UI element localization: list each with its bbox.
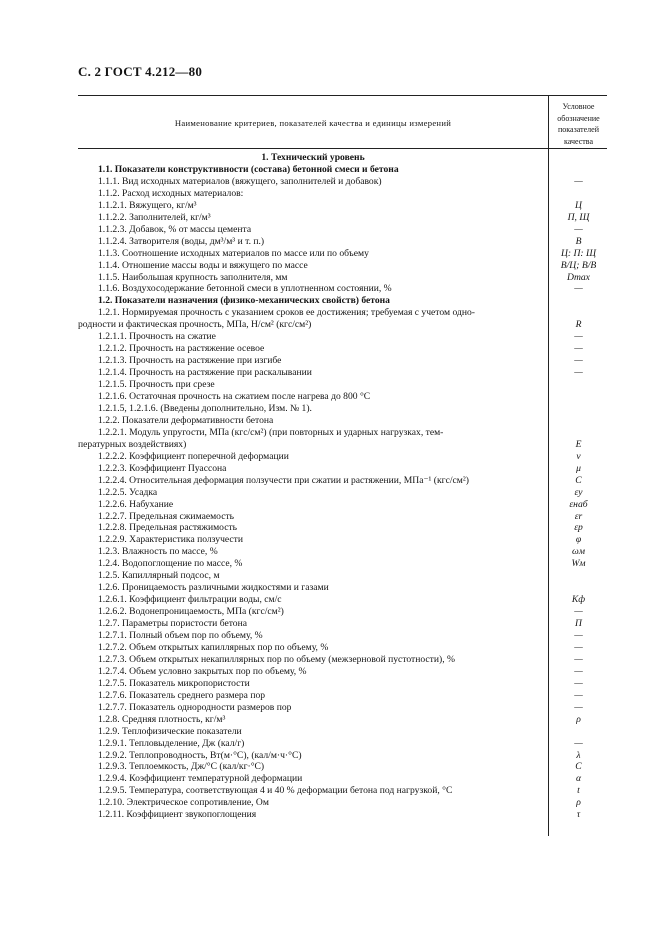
row-symbol: — (574, 223, 583, 235)
row-symbol: — (574, 665, 583, 677)
row-text: 1.2.4. Водопоглощение по массе, % (98, 558, 243, 570)
row-text: 1.2.5. Капиллярный подсос, м (98, 570, 220, 582)
row-symbol: εp (574, 522, 583, 534)
row-text: 1.1.5. Наибольшая крупность заполнителя, мм (98, 271, 288, 283)
row-text: 1.2.6. Проницаемость различными жидкостями и газами (98, 582, 329, 594)
row-text: 1.2.9. Теплофизические показатели (98, 725, 242, 737)
row-symbol: Kф (571, 594, 586, 606)
row-text: 1.2.6.2. Водонепроницаемость, МПа (кгс/см²) (98, 606, 284, 618)
row-text: 1.2.2.1. Модуль упругости, МПа (кгс/см²) (при повторных и ударных нагрузках, тем- (98, 426, 444, 438)
row-text: 1.2.9.2. Теплопроводность, Вт(м·°С), (кал/м·ч·°С) (98, 749, 302, 761)
row-text: 1.2.9.5. Температура, соответствующая 4 и 40 % деформации бетона под нагрузкой, °С (98, 785, 453, 797)
row-symbol: — (574, 175, 583, 187)
row-text: 1.1.4. Отношение массы воды и вяжущего по массе (98, 259, 308, 271)
row-text: 1.2.7.2. Объем открытых капиллярных пор по объему, % (98, 641, 329, 653)
row-symbol: В (575, 235, 582, 247)
row-symbol: — (574, 283, 583, 295)
row-text: 1.1.3. Соотношение исходных материалов по массе или по объему (98, 247, 369, 259)
row-symbol: R (575, 319, 582, 331)
row-symbol: — (574, 606, 583, 618)
row-symbol: Ц (575, 199, 582, 211)
row-text: 1.2.2.5. Усадка (98, 486, 158, 498)
row-text: родности и фактическая прочность, МПа, Н/см² (кгс/см²) (78, 319, 312, 331)
row-text: 1.2.6.1. Коэффициент фильтрации воды, см/с (98, 594, 282, 606)
row-text: 1.1.2.2. Заполнителей, кг/м³ (98, 211, 211, 223)
row-text: 1.2.2.9. Характеристика ползучести (98, 534, 243, 546)
row-symbol: φ (575, 534, 582, 546)
row-text: 1.2.1.5, 1.2.1.6. (Введены дополнительно, Изм. № 1). (98, 402, 312, 414)
row-text: 1.1.2. Расход исходных материалов: (98, 187, 244, 199)
row-symbol: ρ (576, 713, 581, 725)
row-text: 1.2.7.5. Показатель микропористости (98, 677, 250, 689)
row-text: 1.1.2.1. Вяжущего, кг/м³ (98, 199, 197, 211)
row-text: 1.1. Показатели конструктивности (состава) бетонной смеси и бетона (98, 163, 399, 175)
row-text: 1.2.9.1. Тепловыделение, Дж (кал/г) (98, 737, 245, 749)
row-symbol: μ (576, 462, 581, 474)
row-text: 1.2.10. Электрическое сопротивление, Ом (98, 797, 269, 809)
column-header-name: Наименование критериев, показателей качества и единицы измерений (174, 118, 452, 128)
row-text: 1.2.2.7. Предельная сжимаемость (98, 510, 235, 522)
row-text: 1.2.2. Показатели деформативности бетона (98, 414, 274, 426)
row-text: 1.2.9.3. Теплоемкость, Дж/°С (кал/кг·°С) (98, 761, 265, 773)
row-text: 1.2.7.4. Объем условно закрытых пор по объему, % (98, 665, 307, 677)
row-symbol: C (575, 474, 582, 486)
row-text: 1.2.7.7. Показатель однородности размеров пор (98, 701, 292, 713)
row-text: 1.2.11. Коэффициент звукопоглощения (98, 809, 257, 821)
row-text: 1.2.2.2. Коэффициент поперечной деформации (98, 450, 289, 462)
row-text: 1.2.8. Средняя плотность, кг/м³ (98, 713, 226, 725)
row-text: 1.2.1.4. Прочность на растяжение при раскалывании (98, 367, 312, 379)
row-symbol: — (574, 367, 583, 379)
row-text: 1.2.7.3. Объем открытых некапиллярных пор по объему (межзерновой пустотности), % (98, 653, 455, 665)
row-symbol: — (574, 355, 583, 367)
row-symbol: — (574, 331, 583, 343)
row-text: 1.1.2.4. Затворителя (воды, дм³/м³ и т. п.) (98, 235, 265, 247)
row-symbol: П, Щ (567, 211, 590, 223)
row-symbol: Ц: П: Щ (560, 247, 597, 259)
row-symbol: — (574, 689, 583, 701)
row-text: 1.1.6. Воздухосодержание бетонной смеси в уплотненном состоянии, % (98, 283, 392, 295)
row-text: 1. Технический уровень (261, 152, 365, 163)
row-text: 1.2.9.4. Коэффициент температурной деформации (98, 773, 303, 785)
row-text: 1.1.2.3. Добавок, % от массы цемента (98, 223, 252, 235)
row-symbol: — (574, 630, 583, 641)
column-header-symbol: Условное обозначение показателей качества (557, 102, 600, 146)
row-symbol: εу (574, 486, 583, 498)
row-text: 1.2.7.1. Полный объем пор по объему, % (98, 630, 263, 641)
row-text: 1.1.1. Вид исходных материалов (вяжущего, заполнителей и добавок) (98, 175, 382, 187)
row-symbol: — (574, 677, 583, 689)
row-symbol: ρ (576, 797, 581, 809)
row-symbol: εr (574, 510, 583, 522)
row-text: 1.2. Показатели назначения (физико-механических свойств) бетона (98, 295, 390, 307)
row-text: 1.2.1.6. Остаточная прочность на сжатием после нагрева до 800 °С (98, 391, 371, 402)
row-symbol: В/Ц; В/В (560, 259, 597, 271)
row-symbol: — (574, 343, 583, 355)
row-symbol: Dmax (567, 271, 590, 283)
row-text: 1.2.1.1. Прочность на сжатие (98, 331, 216, 343)
row-symbol: ν (576, 450, 581, 462)
row-text: 1.2.7. Параметры пористости бетона (98, 618, 247, 630)
row-text: 1.2.1.3. Прочность на растяжение при изгибе (98, 355, 282, 367)
row-symbol: П (575, 618, 582, 630)
row-symbol: τ (576, 809, 581, 821)
page-header: С. 2 ГОСТ 4.212—80 (78, 64, 203, 79)
row-text: 1.2.1.5. Прочность при срезе (98, 379, 215, 391)
table-top-rule (78, 95, 607, 96)
row-symbol: λ (576, 749, 581, 761)
row-text: 1.2.3. Влажность по массе, % (98, 546, 218, 558)
row-symbol: — (574, 653, 583, 665)
row-symbol: α (575, 773, 582, 785)
row-text: 1.2.2.3. Коэффициент Пуассона (98, 462, 227, 474)
row-symbol: εнаб (569, 498, 588, 510)
row-text: 1.2.1.2. Прочность на растяжение осевое (98, 343, 265, 355)
row-symbol: — (574, 641, 583, 653)
row-symbol: — (574, 701, 583, 713)
row-text: 1.2.2.4. Относительная деформация ползучести при сжатии и растяжении, МПа⁻¹ (кгс/см²) (98, 474, 469, 486)
row-symbol: Wм (571, 558, 586, 570)
row-text: 1.2.7.6. Показатель среднего размера пор (98, 689, 266, 701)
row-text: 1.2.2.8. Предельная растяжимость (98, 522, 238, 534)
row-symbol: t (577, 785, 580, 797)
row-text: пературных воздействиях) (78, 438, 187, 450)
table-header-rule (78, 148, 607, 149)
row-text: 1.2.2.6. Набухание (98, 498, 174, 510)
row-symbol: C (575, 761, 582, 773)
row-text: 1.2.1. Нормируемая прочность с указанием сроков ее достижения; требуемая с учетом одно- (98, 307, 475, 319)
row-symbol: ωм (572, 546, 585, 558)
row-symbol: E (575, 438, 582, 450)
row-symbol: — (574, 737, 583, 749)
